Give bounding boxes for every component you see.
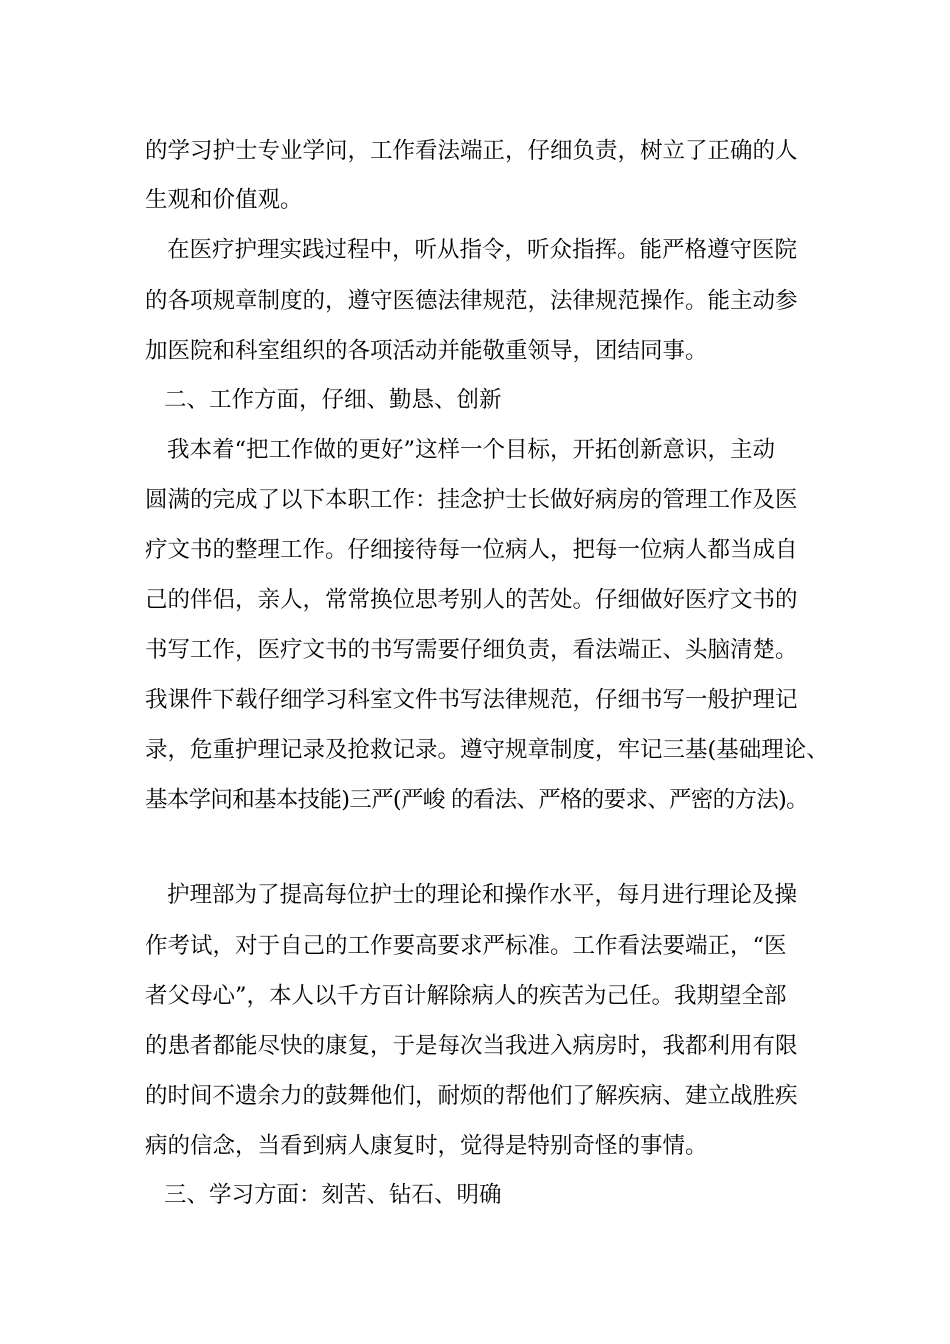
paragraph-first-line: 我本着“把工作做的更好”这样一个目标，开拓创新意识，主动 <box>167 437 776 463</box>
body-text-line: 书写工作，医疗文书的书写需要仔细负责，看法端正、头脑清楚。 <box>145 637 798 663</box>
body-text-line: 疗文书的整理工作。仔细接待每一位病人，把每一位病人都当成自 <box>145 537 798 563</box>
section-heading-study: 三、学习方面：刻苦、钻石、明确 <box>164 1182 502 1208</box>
body-text-line: 圆满的完成了以下本职工作：挂念护士长做好病房的管理工作及医 <box>145 487 798 513</box>
body-text-line: 的患者都能尽快的康复，于是每次当我进入病房时，我都利用有限 <box>145 1033 798 1059</box>
section-heading-work: 二、工作方面，仔细、勤恳、创新 <box>164 387 502 413</box>
body-text-line: 的时间不遗余力的鼓舞他们，耐烦的帮他们了解疾病、建立战胜疾 <box>145 1083 798 1109</box>
body-text-line: 己的伴侣，亲人，常常换位思考别人的苦处。仔细做好医疗文书的 <box>145 587 798 613</box>
body-text-line: 生观和价值观。 <box>145 187 303 213</box>
paragraph-first-line: 在医疗护理实践过程中，听从指令，听众指挥。能严格遵守医院 <box>167 237 798 263</box>
body-text-line: 基本学问和基本技能)三严(严峻 的看法、严格的要求、严密的方法)。 <box>145 787 808 813</box>
body-text-line: 的各项规章制度的，遵守医德法律规范，法律规范操作。能主动参 <box>145 288 798 314</box>
body-text-line: 作考试，对于自己的工作要高要求严标准。工作看法要端正，“医 <box>145 933 787 959</box>
body-text-line: 录，危重护理记录及抢救记录。遵守规章制度，牢记三基(基础理论、 <box>145 737 829 763</box>
body-text-line: 加医院和科室组织的各项活动并能敬重领导，团结同事。 <box>145 338 708 364</box>
body-text-line: 我课件下载仔细学习科室文件书写法律规范，仔细书写一般护理记 <box>145 687 798 713</box>
paragraph-first-line: 护理部为了提高每位护士的理论和操作水平，每月进行理论及操 <box>167 882 798 908</box>
body-text-line: 病的信念，当看到病人康复时，觉得是特别奇怪的事情。 <box>145 1133 708 1159</box>
body-text-line: 者父母心”，本人以千方百计解除病人的疾苦为己任。我期望全部 <box>145 983 787 1009</box>
body-text-line: 的学习护士专业学问，工作看法端正，仔细负责，树立了正确的人 <box>145 138 798 164</box>
